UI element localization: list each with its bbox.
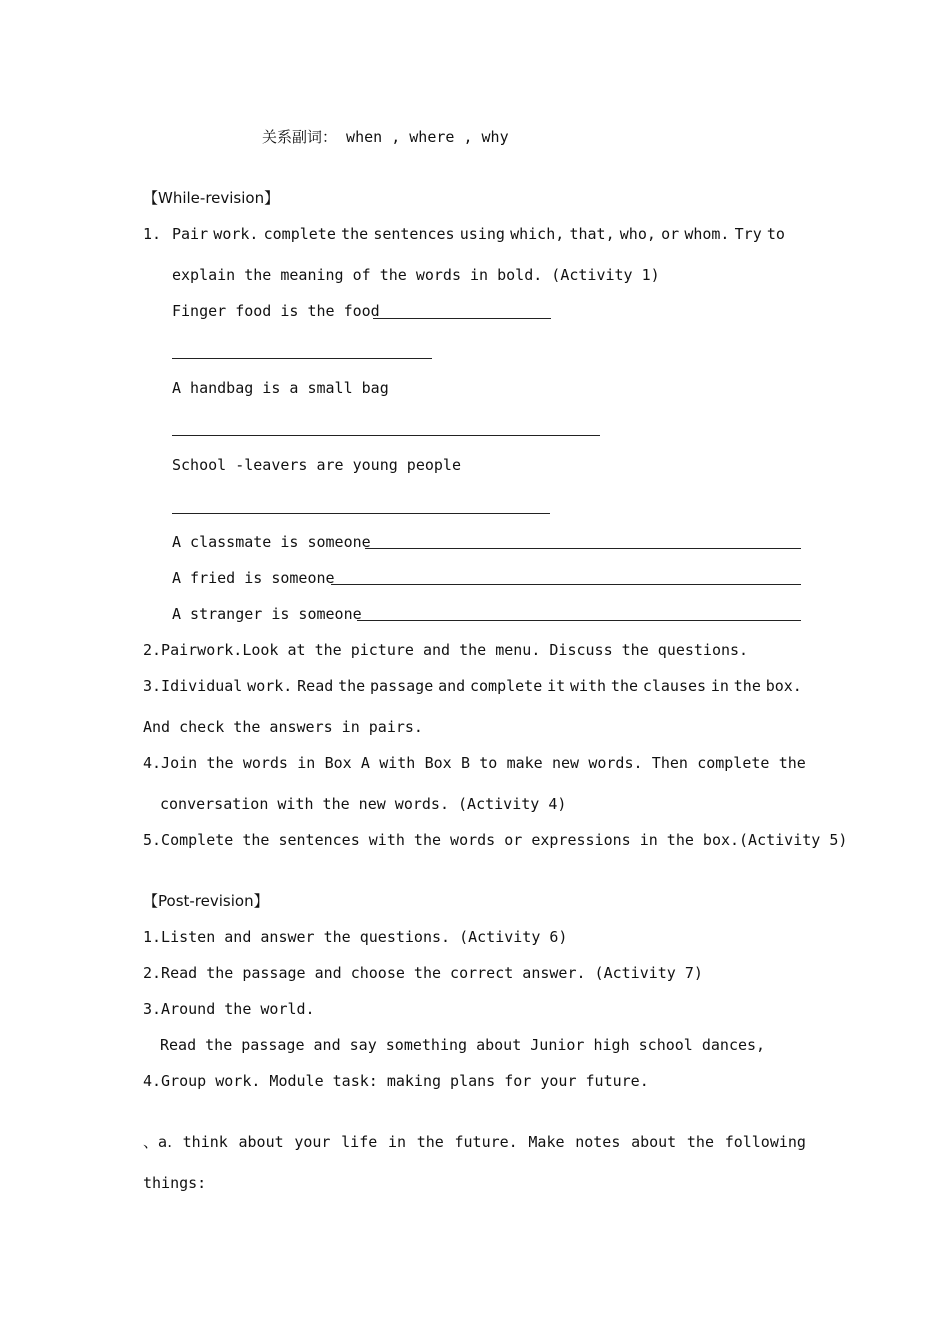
item1-instruction-line1 xyxy=(172,225,785,243)
item1-word: complete xyxy=(263,225,336,243)
item3-word: the xyxy=(733,677,761,695)
item1-word: Pair xyxy=(172,225,209,243)
task-a-line1 xyxy=(143,1133,806,1151)
answer-line-classmate[interactable] xyxy=(365,548,801,549)
item3-word: in xyxy=(710,677,729,695)
item3-word: work. xyxy=(247,677,293,695)
task-a-word: notes xyxy=(575,1133,621,1151)
item3-word: 3.Idividual xyxy=(143,677,243,695)
item3-word: clauses xyxy=(642,677,707,695)
item4-word: words xyxy=(242,754,288,772)
item4-word: Then xyxy=(651,754,688,772)
item4-word: make xyxy=(506,754,543,772)
item4-word: with xyxy=(379,754,416,772)
item3-word: it xyxy=(547,677,566,695)
item4-word: new xyxy=(551,754,580,772)
item1-word: or xyxy=(661,225,680,243)
item4-word: 4.Join xyxy=(143,754,198,772)
relative-adverb-label: 关系副词： xyxy=(262,128,338,146)
item1-word: sentences xyxy=(373,225,455,243)
answer-line-finger-food[interactable] xyxy=(373,318,551,319)
post-item4-group-work: 4.Group work. Module task: making plans for your future. xyxy=(143,1072,649,1090)
prompt-stranger: A stranger is someone xyxy=(172,605,362,623)
task-a-word: 、a. xyxy=(143,1133,172,1151)
answer-line-handbag[interactable] xyxy=(172,435,600,436)
task-a-word: about xyxy=(631,1133,677,1151)
post-item3-detail: Read the passage and say something about Junior high school dances, xyxy=(160,1036,766,1054)
relative-adverbs: when , where , why xyxy=(337,128,509,146)
intro-line xyxy=(262,128,509,146)
prompt-fried: A fried is someone xyxy=(172,569,335,587)
prompt-classmate: A classmate is someone xyxy=(172,533,371,551)
task-a-line2: things: xyxy=(143,1174,207,1192)
item1-word: which, xyxy=(510,225,565,243)
post-item3-around-world: 3.Around the world. xyxy=(143,1000,315,1018)
item4-word: Box xyxy=(324,754,352,772)
item1-word: to xyxy=(766,225,785,243)
item1-word: the xyxy=(341,225,369,243)
item5-complete: 5.Complete the sentences with the words or expressions in the box.(Activity 5) xyxy=(143,831,848,849)
task-a-word: your xyxy=(294,1133,331,1151)
item4-instruction-line2: conversation with the new words. (Activity 4) xyxy=(160,795,567,813)
item3-word: with xyxy=(569,677,607,695)
task-a-word: Make xyxy=(528,1133,565,1151)
task-a-word: future. xyxy=(454,1133,518,1151)
task-a-word: following xyxy=(724,1133,806,1151)
item1-word: Try xyxy=(734,225,762,243)
item3-word: Read xyxy=(297,677,334,695)
while-revision-heading: 【While-revision】 xyxy=(143,189,280,207)
item3-word: complete xyxy=(470,677,543,695)
item1-word: whom. xyxy=(684,225,730,243)
answer-line-finger-food-2[interactable] xyxy=(172,358,432,359)
item4-word: in xyxy=(297,754,316,772)
item4-word: A xyxy=(360,754,370,772)
item3-word: and xyxy=(438,677,466,695)
item3-word: the xyxy=(610,677,639,695)
item3-instruction-line1 xyxy=(143,677,802,695)
post-item1-listen: 1.Listen and answer the questions. (Activity 6) xyxy=(143,928,568,946)
item1-word: work. xyxy=(213,225,259,243)
item3-word: box. xyxy=(765,677,802,695)
item4-word: to xyxy=(479,754,498,772)
item4-word: the xyxy=(206,754,234,772)
answer-line-stranger[interactable] xyxy=(357,620,801,621)
task-a-word: life xyxy=(341,1133,378,1151)
item1-word: using xyxy=(459,225,505,243)
task-a-word: the xyxy=(686,1133,714,1151)
item4-word: complete xyxy=(697,754,770,772)
task-a-word: the xyxy=(416,1133,444,1151)
post-revision-heading: 【Post-revision】 xyxy=(143,892,269,910)
item3-word: passage xyxy=(370,677,434,695)
item1-word: who, xyxy=(619,225,656,243)
item4-word: B xyxy=(460,754,470,772)
task-a-word: think xyxy=(182,1133,228,1151)
prompt-finger-food: Finger food is the food xyxy=(172,302,380,320)
item3-word: the xyxy=(338,677,366,695)
item1-number: 1. xyxy=(143,225,162,243)
item4-word: words. xyxy=(588,754,643,772)
item4-word: Box xyxy=(424,754,452,772)
prompt-handbag: A handbag is a small bag xyxy=(172,379,389,397)
item4-word: the xyxy=(778,754,806,772)
item4-instruction-line1 xyxy=(143,754,806,772)
prompt-school-leavers: School -leavers are young people xyxy=(172,456,461,474)
task-a-word: in xyxy=(387,1133,407,1151)
item1-instruction-line2: explain the meaning of the words in bold. (Activity 1) xyxy=(172,266,660,284)
post-item2-read: 2.Read the passage and choose the correct answer. (Activity 7) xyxy=(143,964,703,982)
item3-instruction-line2: And check the answers in pairs. xyxy=(143,718,423,736)
answer-line-school-leavers[interactable] xyxy=(172,513,550,514)
task-a-word: about xyxy=(238,1133,284,1151)
item2-pairwork: 2.Pairwork.Look at the picture and the menu. Discuss the questions. xyxy=(143,641,749,659)
item1-word: that, xyxy=(569,225,615,243)
answer-line-fried[interactable] xyxy=(331,584,801,585)
